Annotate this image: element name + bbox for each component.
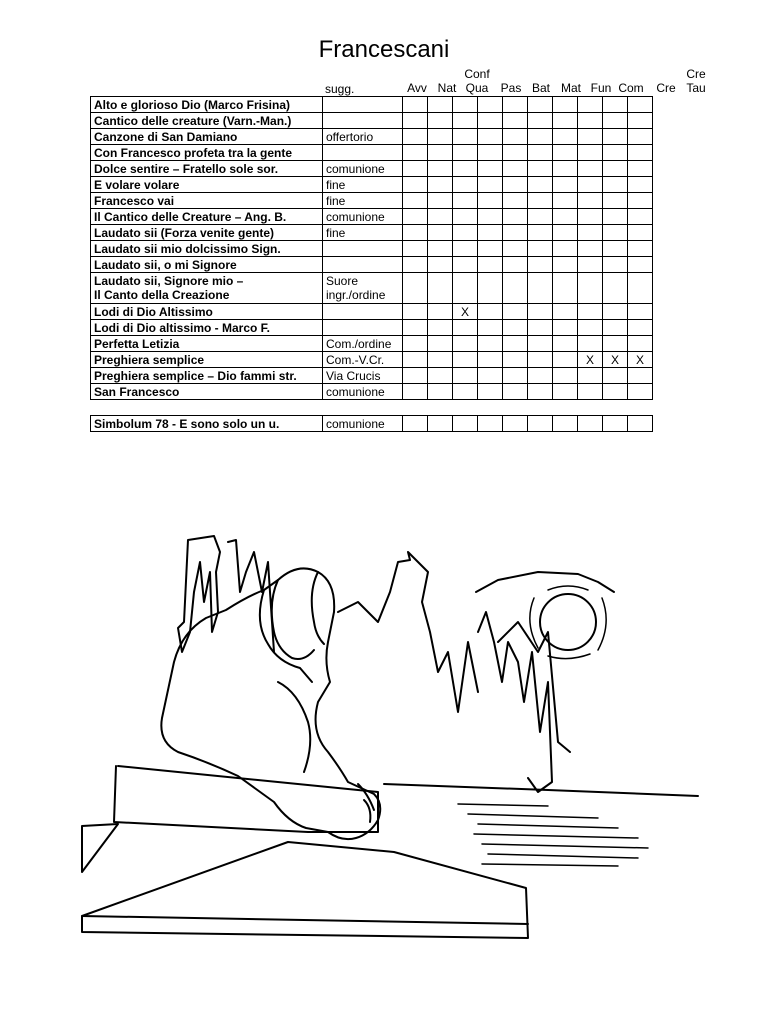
header-col-0: Avv	[407, 81, 427, 95]
mark-cell-avv	[403, 161, 428, 177]
mark-cell-com	[578, 161, 603, 177]
mark-cell-bat	[503, 368, 528, 384]
mark-cell-pas	[478, 97, 503, 113]
mark-cell-pas	[478, 273, 503, 304]
header-col-4: Bat	[531, 81, 550, 95]
mark-cell-cre	[603, 209, 628, 225]
table-row	[91, 177, 653, 193]
mark-cell-pas	[478, 241, 503, 257]
mark-cell-cre: X	[603, 352, 628, 368]
mark-cell-nat	[428, 336, 453, 352]
mark-cell-avv	[403, 129, 428, 145]
mark-cell-tau	[628, 161, 653, 177]
mark-cell-qua	[453, 161, 478, 177]
mark-cell-nat	[428, 193, 453, 209]
mark-cell-cre	[603, 241, 628, 257]
song-title: Lodi di Dio Altissimo	[91, 304, 323, 320]
mark-cell-pas	[478, 161, 503, 177]
mark-cell-nat	[428, 145, 453, 161]
mark-cell-mat	[528, 241, 553, 257]
song-suggestion	[323, 304, 403, 320]
mark-cell-pas	[478, 177, 503, 193]
mark-cell-tau	[628, 129, 653, 145]
mark-cell-bat	[503, 320, 528, 336]
mark-cell-mat	[528, 209, 553, 225]
mark-cell-fun	[553, 336, 578, 352]
mark-cell-pas	[478, 145, 503, 161]
song-title: Preghiera semplice	[91, 352, 323, 368]
mark-cell-cre	[603, 320, 628, 336]
mark-cell-cre	[603, 113, 628, 129]
mark-cell-cre	[603, 97, 628, 113]
song-suggestion	[323, 145, 403, 161]
header-col-7: Com	[618, 81, 644, 95]
mark-cell-nat	[428, 113, 453, 129]
mark-cell-avv	[403, 97, 428, 113]
mark-cell-com	[578, 145, 603, 161]
mark-cell-fun	[553, 352, 578, 368]
mark-cell-pas	[478, 368, 503, 384]
mark-cell-cre	[603, 193, 628, 209]
header-col-9: Cre Tau	[686, 67, 706, 95]
song-title: Laudato sii, o mi Signore	[91, 257, 323, 273]
extra-songs-table	[90, 415, 653, 432]
mark-cell-fun	[553, 257, 578, 273]
mark-cell-qua	[453, 145, 478, 161]
mark-cell-pas	[478, 193, 503, 209]
mark-cell-mat	[528, 368, 553, 384]
mark-cell-bat	[503, 225, 528, 241]
page-title: Francescani	[318, 36, 450, 63]
mark-cell-fun	[553, 304, 578, 320]
mark-cell-nat	[428, 352, 453, 368]
mark-cell-fun	[553, 416, 578, 432]
mark-cell-nat	[428, 161, 453, 177]
mark-cell-nat	[428, 129, 453, 145]
mark-cell-pas	[478, 113, 503, 129]
table-row	[91, 416, 653, 432]
mark-cell-com	[578, 304, 603, 320]
mark-cell-tau	[628, 113, 653, 129]
mark-cell-nat	[428, 97, 453, 113]
mark-cell-nat	[428, 257, 453, 273]
mark-cell-cre	[603, 129, 628, 145]
mark-cell-nat	[428, 368, 453, 384]
mark-cell-avv	[403, 257, 428, 273]
header-col-2: Conf Qua	[464, 67, 490, 95]
mark-cell-qua	[453, 177, 478, 193]
saint-francis-illustration	[78, 532, 718, 962]
table-row	[91, 145, 653, 161]
mark-cell-tau	[628, 209, 653, 225]
mark-cell-bat	[503, 241, 528, 257]
table-row	[91, 304, 653, 320]
mark-cell-nat	[428, 384, 453, 400]
song-title: Laudato sii (Forza venite gente)	[91, 225, 323, 241]
header-col-8: Cre	[656, 81, 676, 95]
table-row	[91, 241, 653, 257]
mark-cell-avv	[403, 273, 428, 304]
mark-cell-mat	[528, 177, 553, 193]
mark-cell-avv	[403, 225, 428, 241]
mark-cell-pas	[478, 257, 503, 273]
song-title: Laudato sii, Signore mio – Il Canto della Creazione	[91, 273, 323, 304]
mark-cell-mat	[528, 273, 553, 304]
mark-cell-avv	[403, 320, 428, 336]
mark-cell-qua	[453, 129, 478, 145]
mark-cell-com	[578, 241, 603, 257]
mark-cell-bat	[503, 129, 528, 145]
table-row	[91, 257, 653, 273]
mark-cell-com	[578, 209, 603, 225]
mark-cell-mat	[528, 129, 553, 145]
mark-cell-fun	[553, 368, 578, 384]
song-suggestion: comunione	[323, 416, 403, 432]
mark-cell-nat	[428, 209, 453, 225]
mark-cell-mat	[528, 145, 553, 161]
mark-cell-com	[578, 129, 603, 145]
mark-cell-com	[578, 97, 603, 113]
mark-cell-bat	[503, 352, 528, 368]
mark-cell-nat	[428, 320, 453, 336]
mark-cell-com	[578, 273, 603, 304]
mark-cell-cre	[603, 304, 628, 320]
mark-cell-avv	[403, 241, 428, 257]
song-suggestion	[323, 113, 403, 129]
mark-cell-mat	[528, 193, 553, 209]
song-title: Preghiera semplice – Dio fammi str.	[91, 368, 323, 384]
song-suggestion: comunione	[323, 209, 403, 225]
mark-cell-com	[578, 368, 603, 384]
mark-cell-bat	[503, 257, 528, 273]
mark-cell-tau	[628, 177, 653, 193]
mark-cell-qua	[453, 273, 478, 304]
song-suggestion: Suore ingr./ordine	[323, 273, 403, 304]
song-title: Lodi di Dio altissimo - Marco F.	[91, 320, 323, 336]
mark-cell-mat	[528, 384, 553, 400]
mark-cell-qua	[453, 193, 478, 209]
mark-cell-qua	[453, 97, 478, 113]
table-row	[91, 320, 653, 336]
table-row	[91, 97, 653, 113]
song-title: Alto e glorioso Dio (Marco Frisina)	[91, 97, 323, 113]
mark-cell-bat	[503, 113, 528, 129]
header-col-1: Nat	[437, 81, 457, 95]
mark-cell-fun	[553, 97, 578, 113]
table-row	[91, 113, 653, 129]
mark-cell-qua	[453, 209, 478, 225]
mark-cell-bat	[503, 416, 528, 432]
mark-cell-bat	[503, 193, 528, 209]
mark-cell-fun	[553, 320, 578, 336]
mark-cell-mat	[528, 113, 553, 129]
mark-cell-tau	[628, 145, 653, 161]
mark-cell-cre	[603, 416, 628, 432]
mark-cell-bat	[503, 384, 528, 400]
song-title: Il Cantico delle Creature – Ang. B.	[91, 209, 323, 225]
mark-cell-cre	[603, 161, 628, 177]
mark-cell-fun	[553, 177, 578, 193]
mark-cell-cre	[603, 273, 628, 304]
mark-cell-com	[578, 384, 603, 400]
song-suggestion: Com./ordine	[323, 336, 403, 352]
mark-cell-bat	[503, 145, 528, 161]
mark-cell-qua	[453, 416, 478, 432]
mark-cell-fun	[553, 129, 578, 145]
song-suggestion	[323, 257, 403, 273]
mark-cell-com	[578, 416, 603, 432]
mark-cell-avv	[403, 416, 428, 432]
song-title: Laudato sii mio dolcissimo Sign.	[91, 241, 323, 257]
mark-cell-avv	[403, 352, 428, 368]
mark-cell-nat	[428, 273, 453, 304]
mark-cell-qua	[453, 113, 478, 129]
mark-cell-tau	[628, 97, 653, 113]
mark-cell-nat	[428, 241, 453, 257]
mark-cell-avv	[403, 145, 428, 161]
mark-cell-tau	[628, 384, 653, 400]
mark-cell-com	[578, 225, 603, 241]
mark-cell-tau	[628, 193, 653, 209]
table-row	[91, 193, 653, 209]
table-row	[91, 209, 653, 225]
song-suggestion	[323, 241, 403, 257]
mark-cell-fun	[553, 161, 578, 177]
mark-cell-pas	[478, 129, 503, 145]
mark-cell-bat	[503, 273, 528, 304]
mark-cell-qua: X	[453, 304, 478, 320]
mark-cell-com	[578, 193, 603, 209]
mark-cell-bat	[503, 209, 528, 225]
mark-cell-avv	[403, 209, 428, 225]
mark-cell-mat	[528, 161, 553, 177]
mark-cell-qua	[453, 320, 478, 336]
song-suggestion: fine	[323, 193, 403, 209]
mark-cell-tau	[628, 273, 653, 304]
mark-cell-fun	[553, 145, 578, 161]
header-col-5: Mat	[560, 81, 581, 95]
song-suggestion	[323, 320, 403, 336]
mark-cell-tau	[628, 257, 653, 273]
mark-cell-com	[578, 177, 603, 193]
mark-cell-nat	[428, 304, 453, 320]
header-sugg: sugg.	[325, 82, 355, 96]
mark-cell-cre	[603, 384, 628, 400]
mark-cell-fun	[553, 241, 578, 257]
mark-cell-qua	[453, 336, 478, 352]
song-title: Cantico delle creature (Varn.-Man.)	[91, 113, 323, 129]
song-suggestion: Via Crucis	[323, 368, 403, 384]
mark-cell-fun	[553, 113, 578, 129]
table-row	[91, 225, 653, 241]
mark-cell-pas	[478, 336, 503, 352]
mark-cell-tau	[628, 304, 653, 320]
song-title: Dolce sentire – Fratello sole sor.	[91, 161, 323, 177]
mark-cell-avv	[403, 113, 428, 129]
mark-cell-mat	[528, 320, 553, 336]
song-suggestion: fine	[323, 225, 403, 241]
song-title: Francesco vai	[91, 193, 323, 209]
mark-cell-mat	[528, 304, 553, 320]
mark-cell-tau	[628, 368, 653, 384]
table-row	[91, 273, 653, 304]
mark-cell-cre	[603, 177, 628, 193]
mark-cell-mat	[528, 336, 553, 352]
song-title: E volare volare	[91, 177, 323, 193]
mark-cell-pas	[478, 352, 503, 368]
song-suggestion: comunione	[323, 161, 403, 177]
mark-cell-nat	[428, 416, 453, 432]
songs-table	[90, 96, 653, 400]
mark-cell-tau: X	[628, 352, 653, 368]
mark-cell-mat	[528, 416, 553, 432]
mark-cell-com	[578, 257, 603, 273]
table-row	[91, 384, 653, 400]
mark-cell-com	[578, 336, 603, 352]
mark-cell-bat	[503, 97, 528, 113]
mark-cell-tau	[628, 225, 653, 241]
mark-cell-fun	[553, 273, 578, 304]
mark-cell-nat	[428, 177, 453, 193]
song-title: Con Francesco profeta tra la gente	[91, 145, 323, 161]
header-col-3: Pas	[500, 81, 522, 95]
mark-cell-fun	[553, 209, 578, 225]
song-suggestion: comunione	[323, 384, 403, 400]
mark-cell-avv	[403, 368, 428, 384]
mark-cell-bat	[503, 304, 528, 320]
table-row	[91, 161, 653, 177]
mark-cell-com: X	[578, 352, 603, 368]
table-row	[91, 129, 653, 145]
mark-cell-cre	[603, 225, 628, 241]
mark-cell-com	[578, 113, 603, 129]
mark-cell-mat	[528, 225, 553, 241]
header-col-6: Fun	[590, 81, 612, 95]
mark-cell-fun	[553, 225, 578, 241]
mark-cell-fun	[553, 384, 578, 400]
mark-cell-tau	[628, 241, 653, 257]
mark-cell-cre	[603, 257, 628, 273]
mark-cell-mat	[528, 97, 553, 113]
mark-cell-avv	[403, 177, 428, 193]
table-row	[91, 352, 653, 368]
mark-cell-qua	[453, 384, 478, 400]
mark-cell-bat	[503, 336, 528, 352]
mark-cell-avv	[403, 304, 428, 320]
mark-cell-pas	[478, 225, 503, 241]
mark-cell-pas	[478, 384, 503, 400]
mark-cell-tau	[628, 336, 653, 352]
mark-cell-cre	[603, 336, 628, 352]
mark-cell-pas	[478, 209, 503, 225]
mark-cell-cre	[603, 145, 628, 161]
mark-cell-qua	[453, 352, 478, 368]
mark-cell-tau	[628, 320, 653, 336]
table-row	[91, 336, 653, 352]
song-suggestion	[323, 97, 403, 113]
mark-cell-bat	[503, 161, 528, 177]
mark-cell-avv	[403, 336, 428, 352]
song-title: Canzone di San Damiano	[91, 129, 323, 145]
song-title: Perfetta Letizia	[91, 336, 323, 352]
mark-cell-avv	[403, 384, 428, 400]
mark-cell-avv	[403, 193, 428, 209]
mark-cell-qua	[453, 368, 478, 384]
mark-cell-mat	[528, 352, 553, 368]
song-title: San Francesco	[91, 384, 323, 400]
mark-cell-nat	[428, 225, 453, 241]
mark-cell-qua	[453, 241, 478, 257]
mark-cell-tau	[628, 416, 653, 432]
mark-cell-bat	[503, 177, 528, 193]
mark-cell-qua	[453, 225, 478, 241]
song-title: Simbolum 78 - E sono solo un u.	[91, 416, 323, 432]
mark-cell-mat	[528, 257, 553, 273]
mark-cell-pas	[478, 416, 503, 432]
table-row	[91, 368, 653, 384]
song-suggestion: fine	[323, 177, 403, 193]
mark-cell-qua	[453, 257, 478, 273]
mark-cell-pas	[478, 304, 503, 320]
song-suggestion: offertorio	[323, 129, 403, 145]
mark-cell-fun	[553, 193, 578, 209]
song-suggestion: Com.-V.Cr.	[323, 352, 403, 368]
mark-cell-cre	[603, 368, 628, 384]
mark-cell-com	[578, 320, 603, 336]
mark-cell-pas	[478, 320, 503, 336]
